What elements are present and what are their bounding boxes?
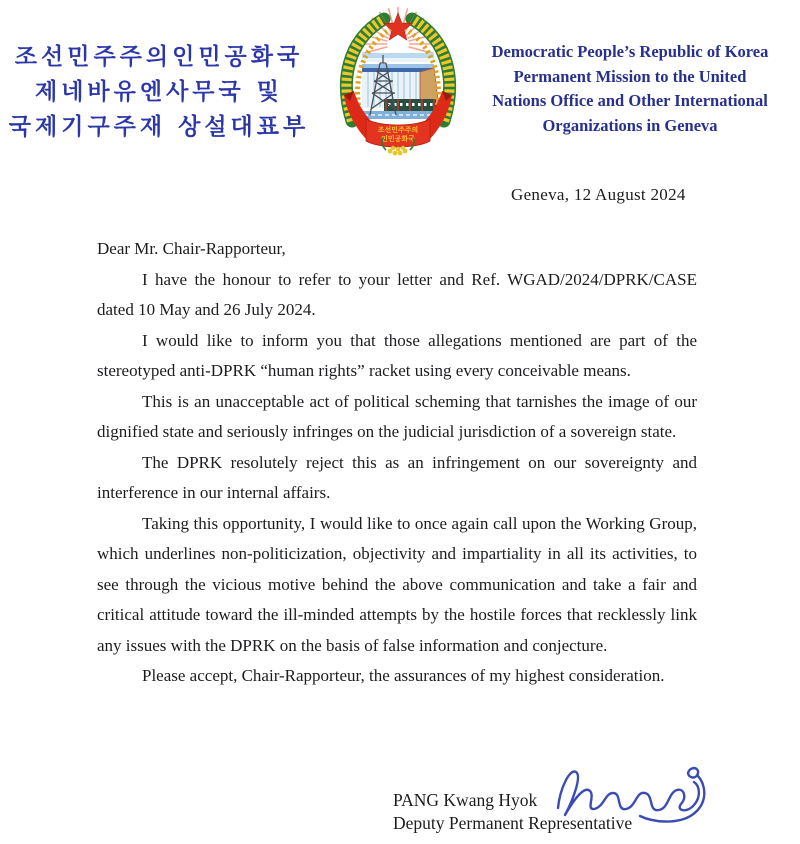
korean-line-3: 국제기구주재 상설대표부 — [8, 114, 310, 140]
english-line-2: Permanent Mission to the United — [513, 66, 747, 86]
signer-title: Deputy Permanent Representative — [393, 813, 633, 833]
dateline: Geneva, 12 August 2024 — [511, 185, 686, 204]
paragraph-2: I would like to inform you that those allegations mentioned are part of the stereotyped anti-DPRK “human rights” racket using every conceivable means. — [97, 330, 697, 380]
paragraph-3: This is an unacceptable act of political scheming that tarnishes the image of our dignified state and seriously infringes on the judicial jurisdiction of a sovereign state. — [97, 391, 697, 441]
emblem-graphic — [336, 3, 460, 165]
salutation: Dear Mr. Chair-Rapporteur, — [97, 239, 286, 258]
signer-name: PANG Kwang Hyok — [393, 790, 538, 810]
paragraph-5: Taking this opportunity, I would like to once again call upon the Working Group, which underlines non-politicization, objectivity and impartiality in all its activities, to see through the vicious motive behind the above communication and take a fair and critical attitude toward the ill-minded attempts by the hostile forces that recklessly link any issues with the DPRK on the basis of false information and conjecture. — [97, 513, 697, 655]
ribbon-text-line2: 인민공화국 — [381, 135, 415, 143]
english-line-1: Democratic People’s Republic of Korea — [491, 42, 769, 61]
closing-line: Please accept, Chair-Rapporteur, the assurances of my highest consideration. — [142, 666, 665, 685]
paragraph-4: The DPRK resolutely reject this as an infringement on our sovereignty and interference in our internal affairs. — [97, 452, 697, 502]
english-line-3: Nations Office and Other International — [492, 91, 768, 110]
mission-name-english — [464, 40, 796, 138]
paragraph-1: I have the honour to refer to your letter and Ref. WGAD/2024/DPRK/CASE dated 10 May and 26 July 2024. — [97, 269, 697, 319]
letter-body — [97, 234, 697, 692]
korean-line-1: 조선민주주의인민공화국 — [14, 44, 304, 70]
english-line-4: Organizations in Geneva — [542, 115, 718, 135]
mission-name-korean — [8, 40, 310, 145]
ribbon-text-line1: 조선민주주의 — [377, 126, 419, 134]
dprk-national-emblem-icon — [336, 3, 460, 165]
korean-line-2: 제네바유엔사무국 및 — [35, 79, 283, 105]
signature-block — [393, 789, 632, 835]
dam-scene — [362, 53, 440, 119]
